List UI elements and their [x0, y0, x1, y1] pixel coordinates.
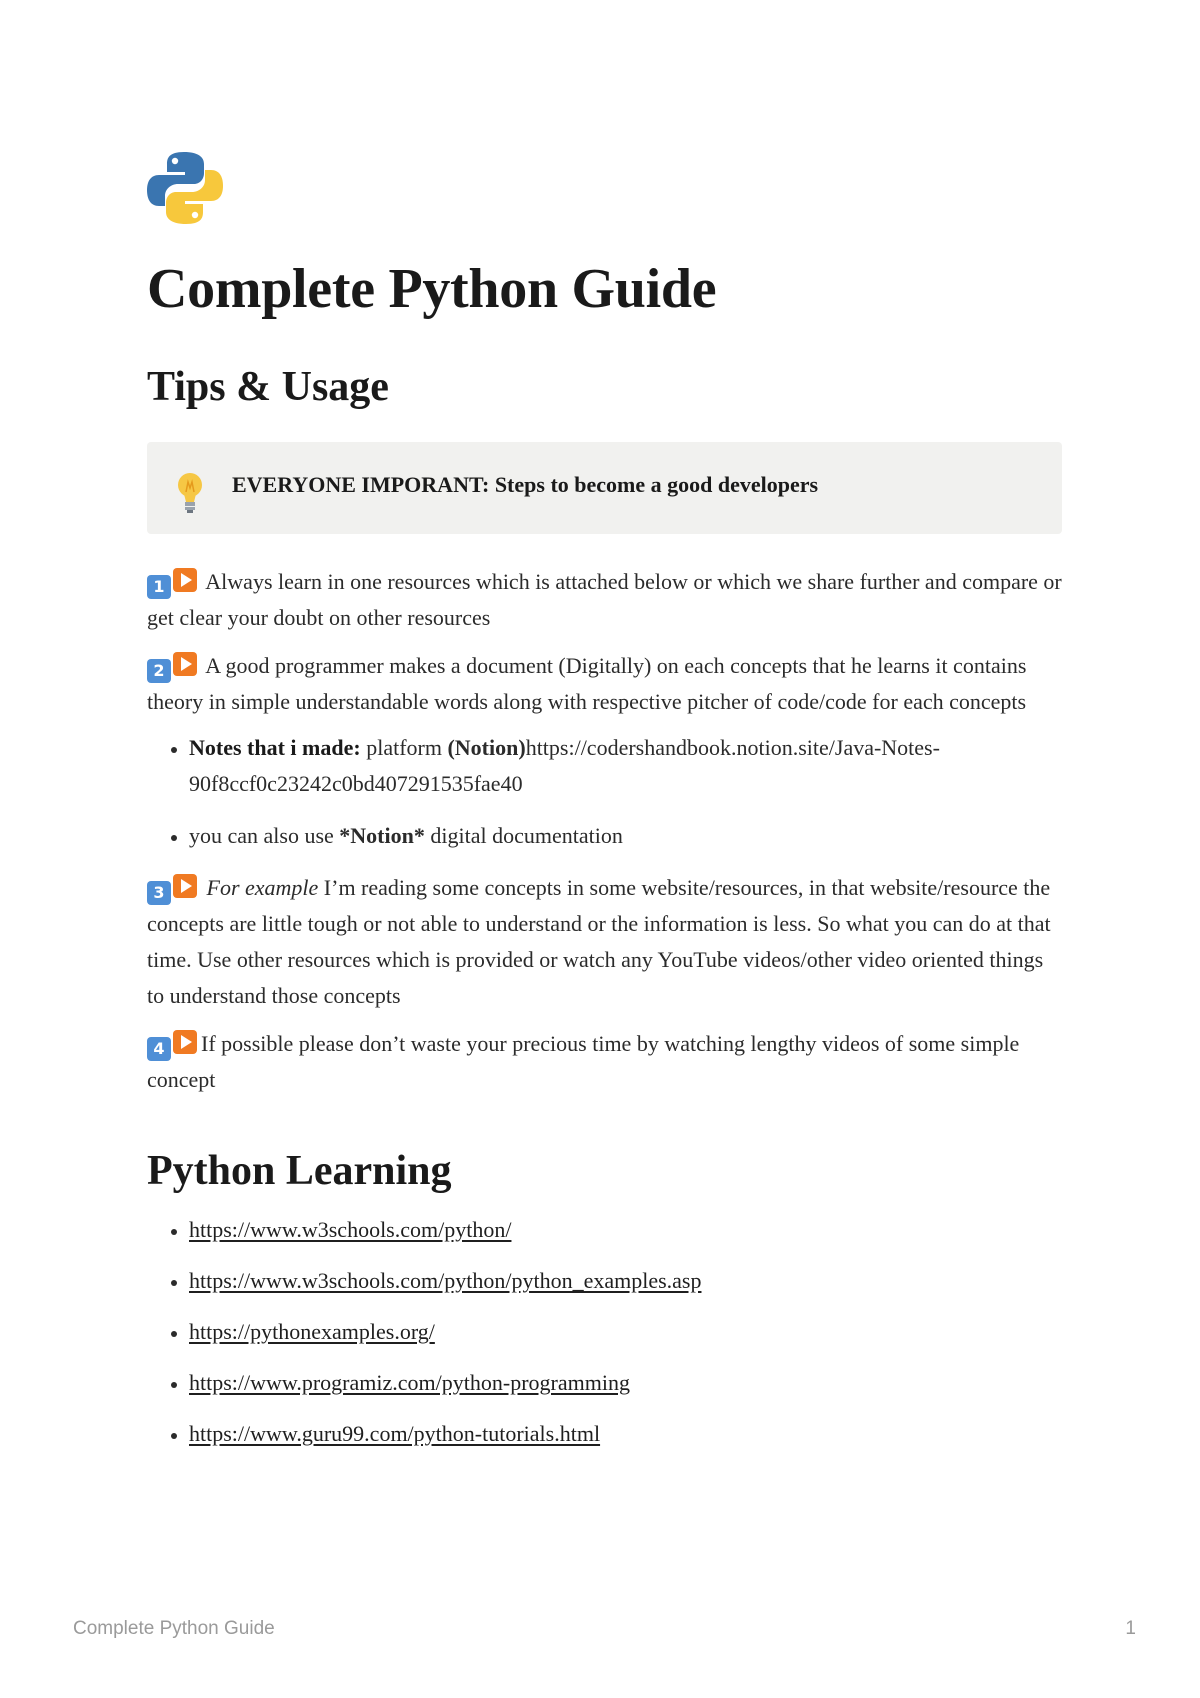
- page-number: 1: [1125, 1618, 1136, 1639]
- notion-pre: you can also use: [189, 823, 334, 848]
- lightbulb-icon: [173, 470, 207, 514]
- notes-platform: platform: [366, 735, 442, 760]
- play-icon: [173, 874, 197, 898]
- list-item: [189, 1212, 1062, 1248]
- footer-title: Complete Python Guide: [73, 1618, 275, 1639]
- link-w3schools-examples[interactable]: https://www.w3schools.com/python/python_examples.asp: [189, 1268, 702, 1293]
- step-3-emphasis: For example: [206, 875, 319, 900]
- learning-links-list: [147, 1212, 1062, 1452]
- link-w3schools-python[interactable]: https://www.w3schools.com/python/: [189, 1217, 512, 1242]
- notes-platform-name: (Notion): [447, 735, 526, 760]
- document-page: [147, 150, 1062, 1467]
- keycap-4-icon: 4: [147, 1037, 171, 1061]
- notes-list: [147, 730, 1062, 854]
- notes-url: https://codershandbook.notion.site/Java-Notes-90f8ccf0c23242c0bd407291535fae40: [189, 735, 940, 796]
- step-3: [147, 870, 1062, 1014]
- callout-box: [147, 442, 1062, 534]
- step-3-text: I’m reading some concepts in some website/resources, in that website/resource the concepts are little tough or not able to understand or the information is less. So what you can do at that time. Use other resources which is provided or watch any YouTube videos/other video oriented things to understand those concepts: [147, 875, 1051, 1008]
- play-icon: [173, 1030, 197, 1054]
- keycap-2-icon: 2: [147, 659, 171, 683]
- list-item: [189, 1314, 1062, 1350]
- list-item-notes: [189, 730, 1062, 802]
- step-1: [147, 564, 1062, 636]
- list-item: [189, 1416, 1062, 1452]
- notes-lead: Notes that i made:: [189, 735, 361, 760]
- list-item-notion: [189, 818, 1062, 854]
- play-icon: [173, 568, 197, 592]
- notion-bold: *Notion*: [339, 823, 425, 848]
- list-item: [189, 1263, 1062, 1299]
- step-2-text: A good programmer makes a document (Digitally) on each concepts that he learns it contains theory in simple understandable words along with respective pitcher of code/code for each concepts: [147, 653, 1027, 714]
- play-icon: [173, 652, 197, 676]
- section-heading-tips: Tips & Usage: [147, 364, 389, 410]
- link-programiz[interactable]: https://www.programiz.com/python-programming: [189, 1370, 630, 1395]
- page-title: Complete Python Guide: [147, 258, 717, 320]
- keycap-3-icon: 3: [147, 881, 171, 905]
- link-pythonexamples[interactable]: https://pythonexamples.org/: [189, 1319, 435, 1344]
- section-heading-learning: Python Learning: [147, 1148, 452, 1194]
- step-1-text: Always learn in one resources which is attached below or which we share further and compare or get clear your doubt on other resources: [147, 569, 1062, 630]
- step-2: [147, 648, 1062, 720]
- list-item: [189, 1365, 1062, 1401]
- notion-post: digital documentation: [430, 823, 623, 848]
- keycap-1-icon: 1: [147, 575, 171, 599]
- callout-text: EVERYONE IMPORANT: Steps to become a good developers: [232, 472, 819, 497]
- link-guru99[interactable]: https://www.guru99.com/python-tutorials.html: [189, 1421, 601, 1446]
- step-4: [147, 1026, 1062, 1098]
- step-4-text: If possible please don’t waste your precious time by watching lengthy videos of some simple concept: [147, 1031, 1020, 1092]
- python-logo-icon: [147, 150, 223, 226]
